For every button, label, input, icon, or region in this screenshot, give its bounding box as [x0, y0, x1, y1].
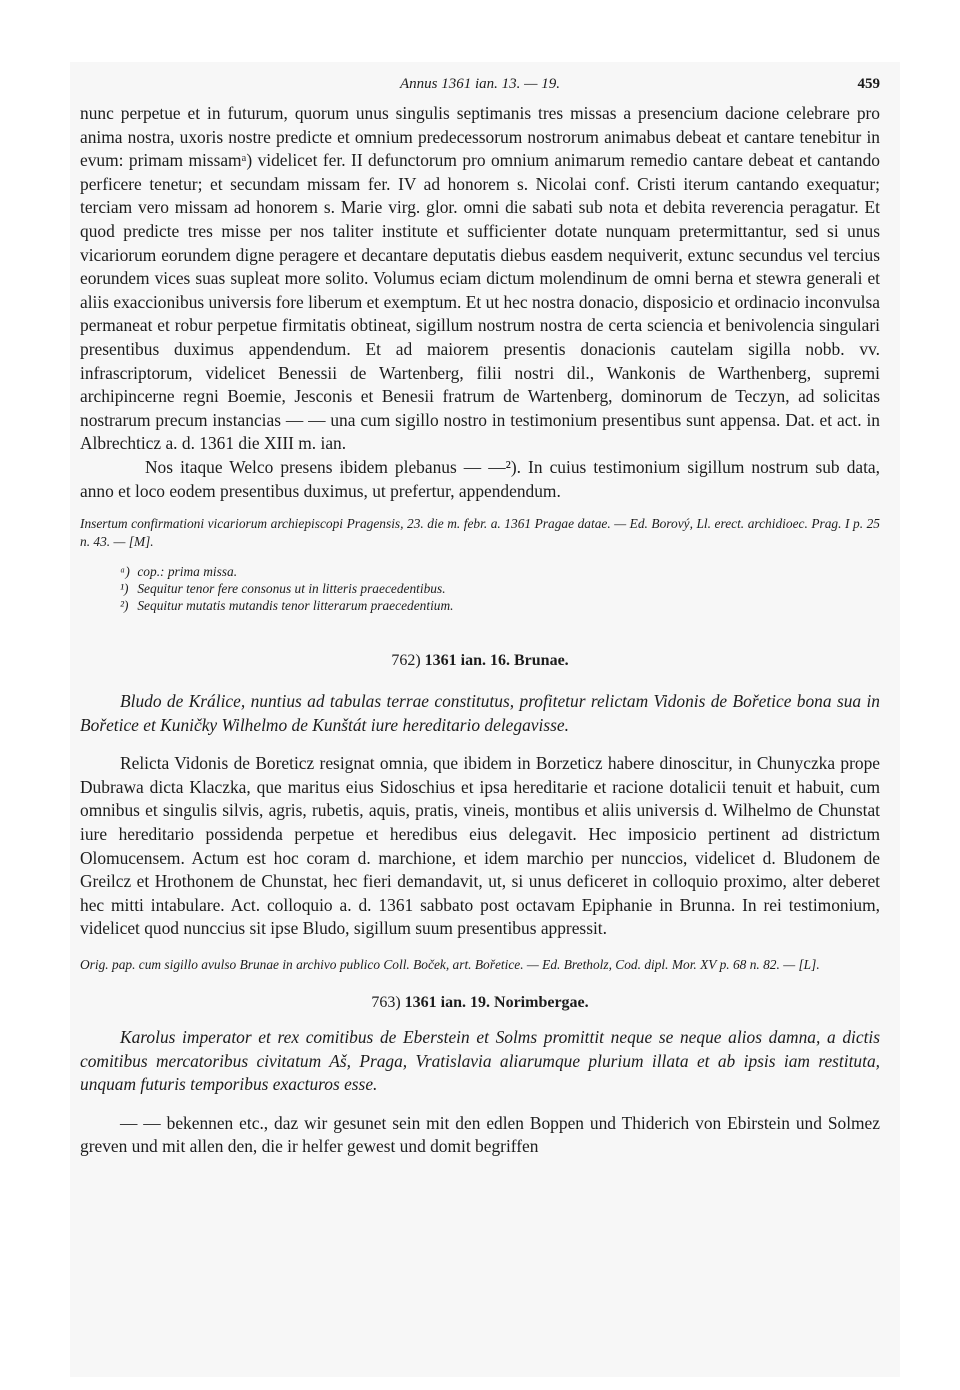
- document-762-text: Relicta Vidonis de Boreticz resignat omnia, que ibidem in Borzeticz habere dinoscitur, in Chunyczka prope Dubrawa dicta Klaczka, que maritus eius Sidoschius et ipsa hereditarie et racione dotalicii tenuit et habuit, cum omnibus et singulis silvis, agris, rubetis, aquis, pratis, vineis, montibus et aliis universis d. Wilhelmo de Chunstat iure hereditario possidenda perpetue et heredibus eius delegavit. Hec imposicio pertinent ad districtum Olomucensem. Actum est hoc coram d. marchione, et idem marchio per nunccios, videlicet d. Bludonem de Greilcz et Hrothonem de Chunstat, hec fieri demandavit, ut, si unus deficeret in colloquio proximo, alter deberet hec mitti intabulare. Act. colloquio a. d. 1361 sabbato post octavam Epiphanie in Brunna. In rei testimonium, videlicet quod nunccius sit ipse Bludo, sigillum suum presentibus appressit.: [80, 753, 880, 939]
- footnote-mark: ²): [120, 598, 129, 614]
- footnotes: [80, 563, 880, 614]
- footnote-mark: ᵃ): [120, 564, 130, 580]
- body-paragraph: nunc perpetue et in futurum, quorum unus singulis septimanis tres missas a presencium dacione celebrare pro anima nostra, uxoris nostre predicte et omnium predecessorum nostrorum animabus debeat et cantare tenebitur in evum: primam missamᵃ) videlicet fer. II defunctorum pro omnium animarum remedio cantare debeat et cantando perficere tenetur; et secundam missam fer. IV ad honorem s. Nicolai conf. Cristi iterum cantando exequatur; terciam vero missam ad honorem s. Marie virg. glor. omni die sabati sub nota et debita reverencia peragatur. Et quod predicte tres misse per nos taliter institute et sufficienter dotate nunquam pretermittantur, sed si unus vicariorum eorundem digne peragere et decantare deputatis diebus easdem nequiverit, extunc secundus vel tercius eorundem vices suas supleat more solito. Volumus eciam dictum molendinum de omni berna et stewra generali et aliis exaccionibus universis fore liberum et exemptum. Et ut hec nostra donacio, disposicio et ordinacio inconvulsa permaneat et robur perpetue firmitatis obtineat, sigillum nostrum nostra de certa sciencia et benivolencia singulari presentibus duximus appendendum. Et ad maiorem presentis donacionis cautelam sigilla nobb. vv. infrascriptorum, videlicet Benessii de Wartenberg, filii nostri dil., Wankonis de Warthenberg, supremi archipincerne regni Boemie, Jesconis et Benesii fratrum de Wartenberg, dominorum de Teczyn, ad solicitas nostrarum precum instancias — — una cum sigillo nostro in testimonium presentibus sunt appensa. Dat. et act. in Albrechticz a. d. 1361 die XIII m. ian.: [80, 103, 880, 454]
- footnote-text: Sequitur mutatis mutandis tenor litterarum praecedentium.: [137, 598, 454, 614]
- page-number: 459: [857, 76, 880, 92]
- document-763-text: — — bekennen etc., daz wir gesunet sein mit den edlen Boppen und Thiderich von Ebirstein und Solmez greven und mit allen den, die ir helfer gewest und domit begriffen: [80, 1112, 880, 1157]
- source-note: Orig. pap. cum sigillo avulso Brunae in archivo publico Coll. Boček, art. Bořetice. — Ed. Bretholz, Cod. dipl. Mor. XV p. 68 n. 82. — [L].: [80, 957, 820, 973]
- document-762-heading: [80, 652, 880, 670]
- footnote-text: Sequitur tenor fere consonus ut in litteris praecedentibus.: [137, 581, 446, 597]
- source-note: Insertum confirmationi vicariorum archiepiscopi Pragensis, 23. die m. febr. a. 1361 Pragae datae. — Ed. Borový, Ll. erect. archidioec. Prag. I p. 25 n. 43. — [M].: [80, 516, 880, 550]
- footnote: [120, 563, 880, 580]
- body-paragraph: Nos itaque Welco presens ibidem plebanus — —²). In cuius testimonium sigillum nostrum sub data, anno et loco eodem presentibus duximus, ut prefertur, appendendum.: [80, 456, 880, 501]
- document-763-regest: Karolus imperator et rex comitibus de Eberstein et Solms promittit neque se neque alios damna, a dictis comitibus mercatoribus civitatum Aš, Praga, Vratislavia aliarumque plurium illata et ab ipsis iam restituta, unquam futuris temporibus exacturos esse.: [80, 1027, 880, 1095]
- document-date-place: 1361 ian. 16. Brunae.: [424, 652, 569, 670]
- footnote-text: cop.: prima missa.: [137, 564, 238, 580]
- footnote: [120, 580, 880, 597]
- footnote-mark: ¹): [120, 581, 129, 597]
- document-date-place: 1361 ian. 19. Norimbergae.: [404, 994, 589, 1012]
- running-head: [80, 70, 880, 102]
- page-content: [80, 70, 880, 1159]
- footnote: [120, 597, 880, 614]
- document-761-continuation: [80, 102, 880, 503]
- running-head-title: Annus 1361 ian. 13. — 19.: [399, 76, 560, 92]
- document-number: 763): [371, 994, 401, 1012]
- document-762-regest: Bludo de Králice, nuntius ad tabulas terrae constitutus, profitetur relictam Vidonis de Bořetice bona sua in Bořetice et Kuničky Wilhelmo de Kunštát iure hereditario delegavisse.: [80, 691, 880, 735]
- document-number: 762): [391, 652, 421, 670]
- document-763-heading: [80, 994, 880, 1012]
